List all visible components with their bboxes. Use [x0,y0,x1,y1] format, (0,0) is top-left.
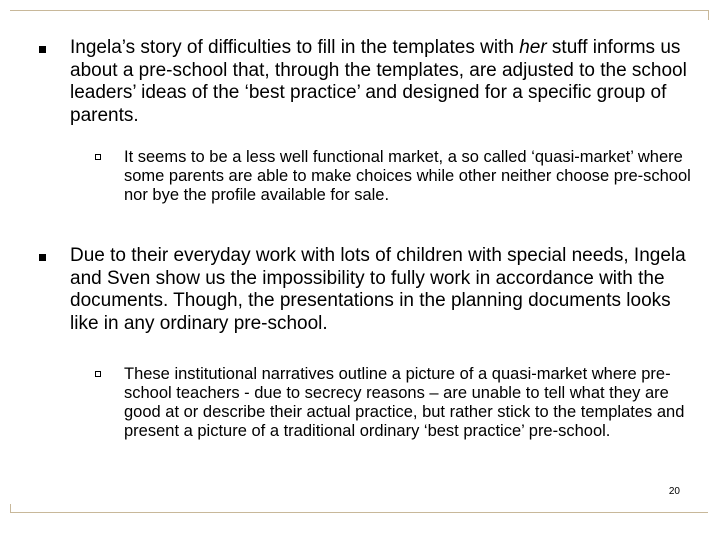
frame-right-line [708,10,709,20]
sub-bullet-text: It seems to be a less well functional market, a so called ‘quasi-market’ where some parents are able to make choices while other neither choose pre-school nor bye the profile available for sale. [124,148,691,204]
bullet-text: Ingela’s story of difficulties to fill in the templates with her stuff informs us about a pre-school that, through the templates, are adjusted to the school leaders’ ideas of the ‘best practice’ and designed for a specific group of parents. [70,37,687,126]
sub-bullet-item [95,148,695,238]
frame-bottom-line [10,512,708,513]
frame-left-line [10,504,11,513]
bullet-item [39,245,686,335]
square-bullet-icon [39,254,46,261]
bullet-item [39,37,687,127]
frame-top-line [10,10,708,11]
page-number: 20 [668,486,680,497]
bullet-text: Due to their everyday work with lots of children with special needs, Ingela and Sven show us the impossibility to fully work in accordance with the documents. Though, the presentations in the planning documents looks like in any ordinary pre-school. [70,245,686,334]
sub-bullet-item [95,365,695,475]
hollow-square-bullet-icon [95,371,101,377]
square-bullet-icon [39,46,46,53]
sub-bullet-text: These institutional narratives outline a picture of a quasi-market where pre-school teachers - due to secrecy reasons – are unable to tell what they are good at or describe their actual practice, but rather stick to the templates and present a picture of a traditional ordinary ‘best practice’ pre-school. [124,365,685,440]
hollow-square-bullet-icon [95,154,101,160]
